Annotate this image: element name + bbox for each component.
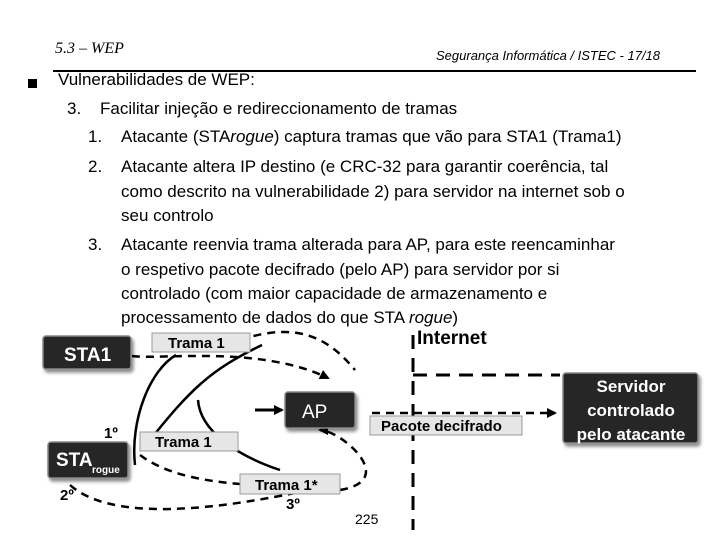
subitem-1-post: ) captura tramas que vão para STA1 (Trama1)	[273, 127, 622, 146]
subitem-3-line4-post: )	[452, 308, 459, 327]
subitem-1-pre: Atacante (STA	[121, 127, 231, 146]
subitem-3-line2: o respetivo pacote decifrado (pelo AP) para servidor por si	[121, 260, 560, 279]
arrow-rogue-emit	[140, 455, 240, 484]
subitem-3-line4-italic: rogue	[408, 308, 453, 327]
subitem-1-number: 1.	[88, 127, 103, 146]
server-label-line2: controlado	[587, 401, 675, 420]
subitem-2-line2: como descrito na vulnerabilidade 2) para servidor na internet sob o	[121, 182, 625, 201]
internet-label: Internet	[417, 328, 487, 349]
item-3-text: Facilitar injeção e redireccionamento de tramas	[100, 99, 458, 118]
course-label: Segurança Informática / ISTEC - 17/18	[436, 48, 660, 63]
subitem-1-italic: rogue	[230, 127, 274, 146]
server-label-line1: Servidor	[596, 377, 666, 396]
subitem-2-number: 2.	[88, 157, 103, 176]
subitem-3-line3: controlado (com maior capacidade de armazenamento e	[121, 284, 548, 303]
trama1-mid-label: Trama 1	[155, 434, 212, 451]
bullet-title: Vulnerabilidades de WEP:	[58, 70, 255, 89]
trama1-top-label: Trama 1	[168, 335, 225, 352]
section-title: 5.3 – WEP	[55, 40, 124, 57]
trama1-star-label: Trama 1*	[255, 477, 318, 494]
ap-label: AP	[302, 402, 328, 423]
step-3-label: 3º	[286, 496, 300, 513]
sta1-label: STA1	[64, 345, 112, 366]
sta-rogue-label: STA	[56, 450, 93, 471]
pacote-label: Pacote decifrado	[381, 418, 502, 435]
subitem-3-number: 3.	[88, 235, 103, 254]
item-3-number: 3.	[67, 99, 82, 118]
sta-rogue-subscript: rogue	[92, 465, 120, 476]
step-1-label: 1º	[104, 425, 118, 442]
server-label-line3: pelo atacante	[576, 425, 686, 444]
subitem-2-line3: seu controlo	[121, 206, 214, 225]
arrow-trama1-top	[240, 332, 355, 370]
page-number: 225	[355, 511, 379, 527]
subitem-3-line1: Atacante reenvia trama alterada para AP, para este reencaminhar	[121, 235, 615, 254]
path-trama1-sniff	[150, 345, 262, 440]
subitem-3-line4-pre: processamento de dados do que STA	[121, 308, 409, 327]
step-2-label: 2º	[60, 487, 74, 504]
subitem-2-line1: Atacante altera IP destino (e CRC-32 para garantir coerência, tal	[121, 157, 609, 176]
